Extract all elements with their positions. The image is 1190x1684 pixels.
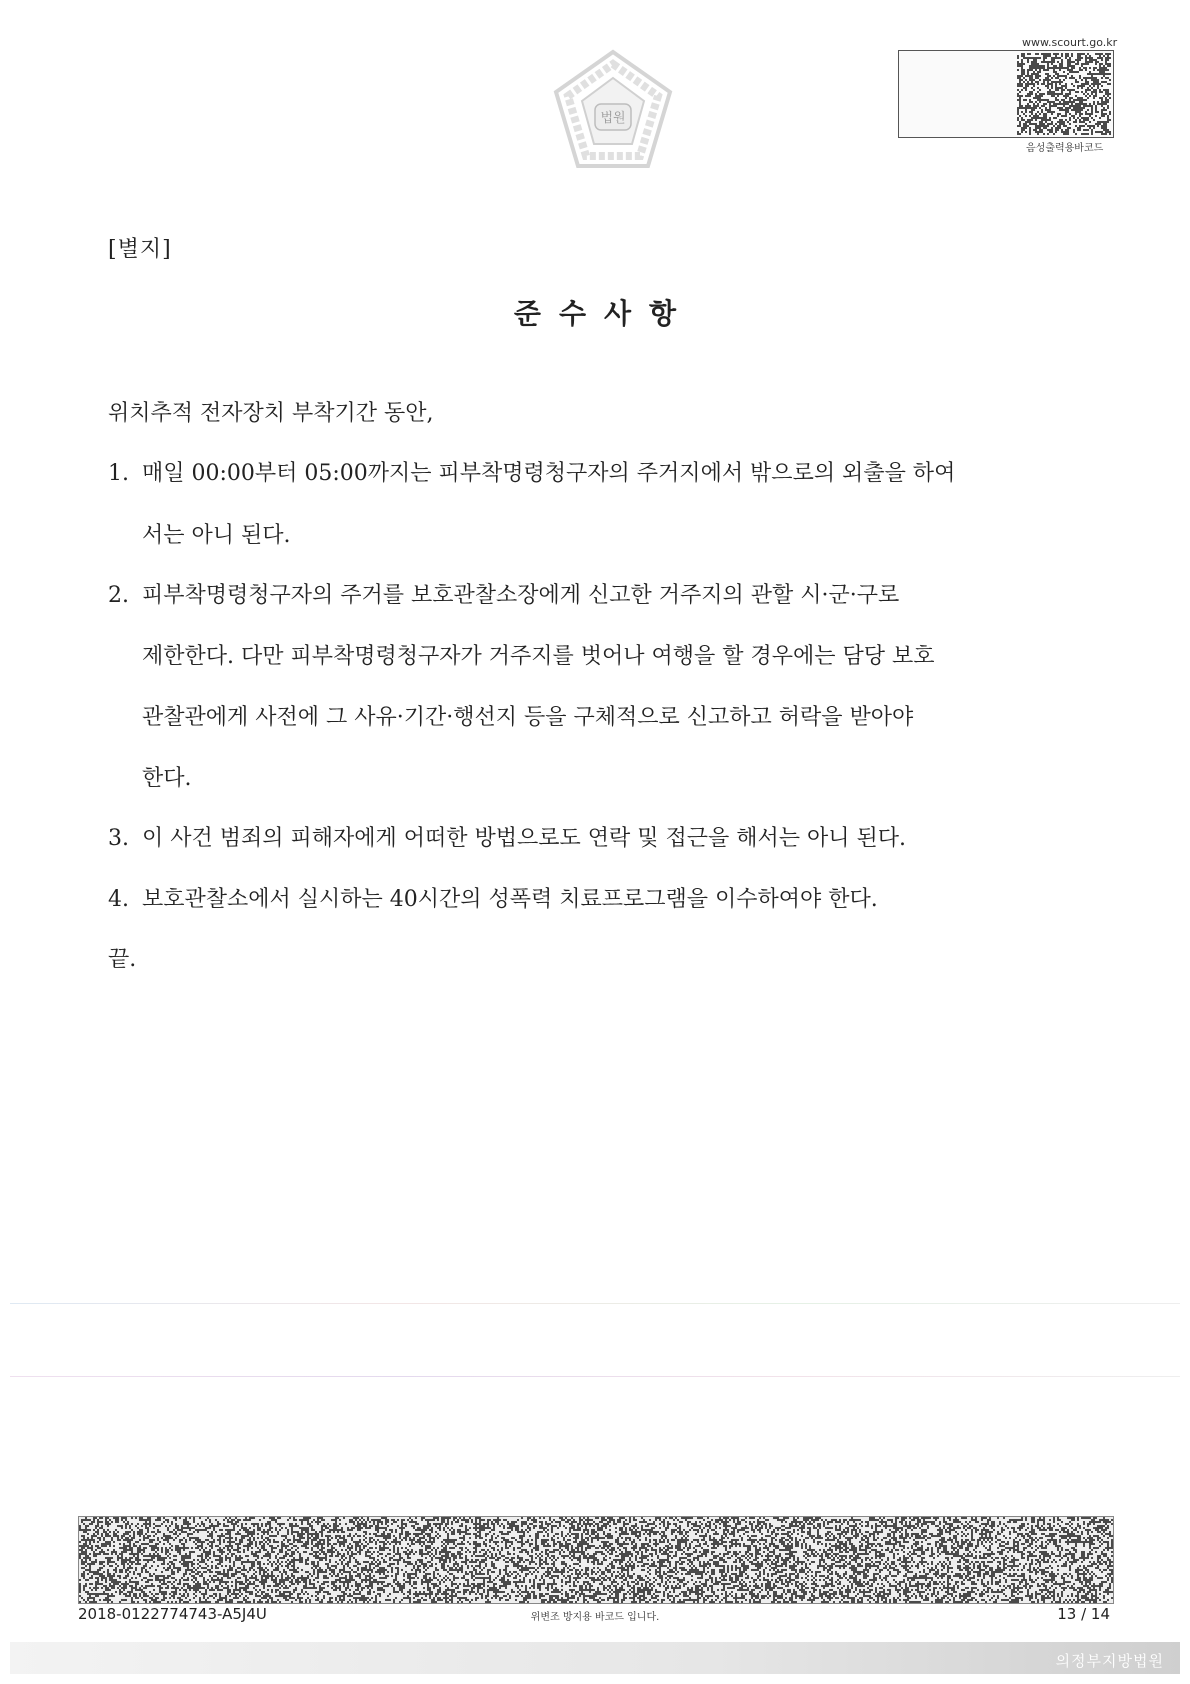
attachment-label: [별지]	[108, 237, 172, 262]
item-number: 4.	[108, 887, 129, 912]
barcode-pattern-icon	[79, 1517, 1113, 1603]
court-name: 의정부지방법원	[1055, 1652, 1164, 1670]
list-item-1	[108, 459, 1092, 551]
end-mark: 끝.	[108, 947, 137, 972]
document-id: 2018-0122774743-A5J4U	[78, 1605, 267, 1623]
item-number: 2.	[108, 583, 129, 608]
intro-text: 위치추적 전자장치 부착기간 동안,	[108, 401, 434, 426]
item-line: 제한한다. 다만 피부착명령청구자가 거주지를 벗어나 여행을 할 경우에는 담당 보호	[142, 644, 935, 669]
seal-text: 법원	[600, 111, 626, 126]
item-text: 보호관찰소에서 실시하는 40시간의 성폭력 치료프로그램을 이수하여야 한다.	[142, 887, 878, 912]
item-text: 이 사건 범죄의 피해자에게 어떠한 방법으로도 연락 및 접근을 해서는 아니 된다.	[142, 826, 906, 851]
voice-barcode-box	[898, 50, 1114, 138]
barcode-note: 위변조 방지용 바코드 입니다.	[530, 1612, 660, 1623]
item-number: 1.	[108, 461, 129, 486]
item-line	[108, 885, 1092, 915]
scan-artifact-line	[10, 1303, 1180, 1304]
item-number: 3.	[108, 826, 129, 851]
item-line	[108, 581, 1092, 611]
document-title: 준수사항	[513, 297, 695, 330]
item-line: 한다.	[142, 766, 192, 791]
item-text: 피부착명령청구자의 주거를 보호관찰소장에게 신고한 거주지의 관할 시·군·구로	[142, 583, 900, 608]
site-url: www.scourt.go.kr	[1022, 36, 1118, 49]
item-text: 매일 00:00부터 05:00까지는 피부착명령청구자의 주거지에서 밖으로의 외출을 하여	[142, 461, 956, 486]
list-item-2	[108, 581, 1092, 794]
court-seal-icon	[548, 48, 678, 178]
item-line: 서는 아니 된다.	[142, 523, 291, 548]
list-item-3	[108, 824, 1092, 854]
item-line	[108, 459, 1092, 489]
item-line: 관찰관에게 사전에 그 사유·기간·행선지 등을 구체적으로 신고하고 허락을 받아야	[142, 705, 914, 730]
list-item-4	[108, 885, 1092, 915]
scan-artifact-line	[10, 1376, 1180, 1377]
page-number: 13 / 14	[1057, 1605, 1110, 1623]
barcode-caption: 음성출력용바코드	[1026, 143, 1104, 154]
qr-barcode-icon	[1017, 53, 1111, 135]
anti-forgery-barcode	[78, 1516, 1114, 1604]
court-band	[10, 1642, 1180, 1674]
item-line	[108, 824, 1092, 854]
